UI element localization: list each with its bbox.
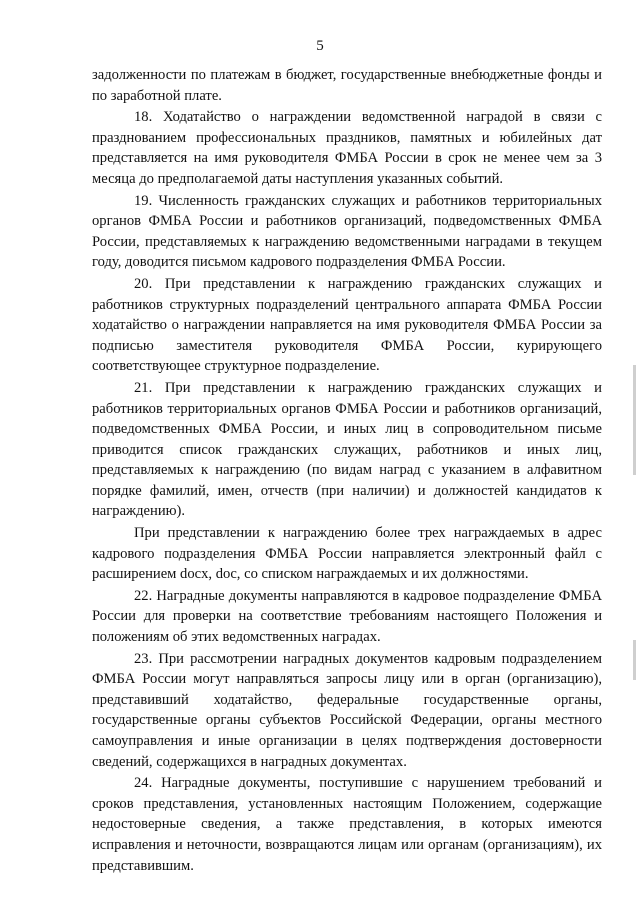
- paragraph-21: 21. При представлении к награждению гражданских служащих и работников территориальных органов ФМБА России и работников организаций, подведомственных ФМБА России, и иных лиц в сопроводительном письме приводится список гражданских служащих, работников и иных лиц, представляемых к награждению (по видам наград с указанием в алфавитном порядке фамилий, имен, отчеств (при наличии) и должностей кандидатов к награждению).: [92, 379, 602, 520]
- paragraph-continuation: задолженности по платежам в бюджет, государственные внебюджетные фонды и по заработной плате.: [92, 67, 602, 104]
- paragraph-21-addendum: При представлении к награждению более трех награждаемых в адрес кадрового подразделения ФМБА России направляется электронный файл с расширением docx, doc, со списком награждаемых и их должностями.: [92, 525, 602, 583]
- page-number: 5: [316, 38, 324, 54]
- paragraph-23: 23. При рассмотрении наградных документов кадровым подразделением ФМБА России могут направляться запросы лицу или в орган (организацию), представивший ходатайство, федеральные государственные органы, государственные органы субъектов Российской Федерации, органы местного самоуправления и иные организации в целях подтверждения достоверности сведений, содержащихся в наградных документах.: [92, 650, 602, 770]
- paragraph-24: 24. Наградные документы, поступившие с нарушением требований и сроков представления, установленных настоящим Положением, содержащие недостоверные сведения, а также представления, в которых имеются исправления и неточности, возвращаются лицам или органам (организациям), их представившим.: [92, 775, 602, 874]
- paragraph-18: 18. Ходатайство о награждении ведомственной наградой в связи с празднованием профессиональных праздников, памятных и юбилейных дат представляется на имя руководителя ФМБА России в срок не менее чем за 3 месяца до предполагаемой даты наступления указанных событий.: [92, 109, 602, 187]
- scan-edge-mark: [633, 365, 636, 475]
- paragraph-20: 20. При представлении к награждению гражданских служащих и работников структурных подразделений центрального аппарата ФМБА России ходатайство о награждении направляется на имя руководителя ФМБА России за подписью заместителя руководителя ФМБА России, курирующего соответствующее структурное подразделение.: [92, 275, 602, 375]
- scan-edge-mark: [633, 640, 636, 680]
- paragraph-19: 19. Численность гражданских служащих и работников территориальных органов ФМБА России и работников организаций, подведомственных ФМБА России, представляемых к награждению ведомственными наградами в текущем году, доводится письмом кадрового подразделения ФМБА России.: [92, 192, 602, 271]
- paragraph-22: 22. Наградные документы направляются в кадровое подразделение ФМБА России для проверки на соответствие требованиям настоящего Положения и положениям об этих ведомственных наградах.: [92, 587, 602, 646]
- document-body: [92, 65, 602, 876]
